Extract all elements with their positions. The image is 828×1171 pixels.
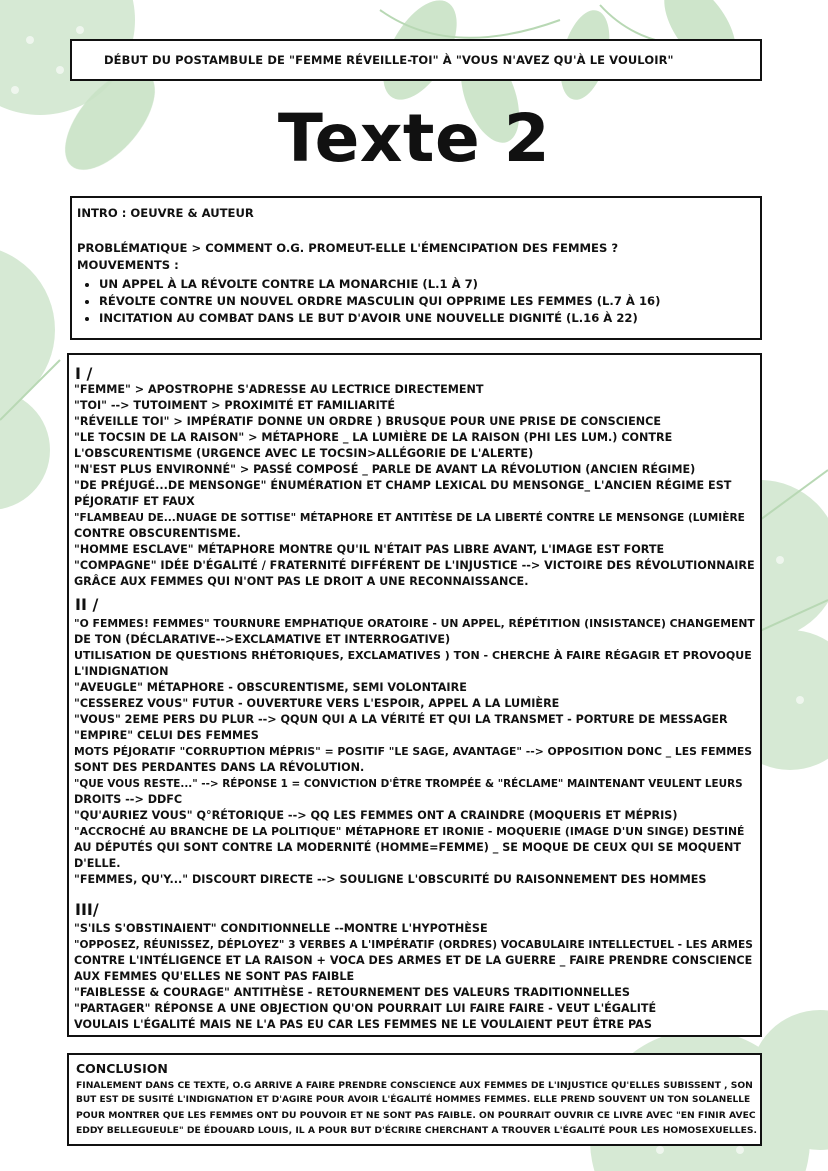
analysis-line: "EMPIRE" CELUI DES FEMMES (74, 729, 259, 742)
analysis-line: "FLAMBEAU DE...NUAGE DE SOTTISE" MÉTAPHORE ET ANTITÈSE DE LA LIBERTÉ CONTRE LE MENSONGE (LUMIÈRE (74, 512, 745, 524)
analysis-line: "OPPOSEZ, RÉUNISSEZ, DÉPLOYEZ" 3 VERBES A L'IMPÉRATIF (ORDRES) VOCABULAIRE INTELLECTUEL - LES ARMES (74, 939, 753, 951)
analysis-line: D'ELLE. (74, 857, 121, 870)
list-item: • INCITATION AU COMBAT DANS LE BUT D'AVOIR UNE NOUVELLE DIGNITÉ (L.16 À 22) (99, 310, 660, 327)
section-heading: I / (75, 364, 93, 383)
analysis-line: "CESSEREZ VOUS" FUTUR - OUVERTURE VERS L'ESPOIR, APPEL A LA LUMIÈRE (74, 697, 560, 710)
analysis-line: L'OBSCURENTISME (URGENCE AVEC LE TOCSIN>ALLÉGORIE DE L'ALERTE) (74, 447, 534, 460)
conclusion-title: CONCLUSION (76, 1061, 168, 1076)
list-item: • RÉVOLTE CONTRE UN NOUVEL ORDRE MASCULIN QUI OPPRIME LES FEMMES (L.7 À 16) (99, 293, 660, 310)
analysis-line: L'INDIGNATION (74, 665, 169, 678)
analysis-line: "TOI" --> TUTOIMENT > PROXIMITÉ ET FAMILIARITÉ (74, 399, 396, 412)
analysis-line: GRÂCE AUX FEMMES QUI N'ONT PAS LE DROIT A UNE RECONNAISSANCE. (74, 575, 529, 588)
analysis-line: DE TON (DÉCLARATIVE-->EXCLAMATIVE ET INTERROGATIVE) (74, 633, 451, 646)
mouvements-list (77, 276, 660, 327)
analysis-line: "S'ILS S'OBSTINAIENT" CONDITIONNELLE --MONTRE L'HYPOTHÈSE (74, 922, 488, 935)
page-title: Texte 2 (277, 100, 551, 177)
section-heading: III/ (75, 900, 99, 919)
conclusion-box (67, 1053, 762, 1146)
list-item: • UN APPEL À LA RÉVOLTE CONTRE LA MONARCHIE (L.1 À 7) (99, 276, 660, 293)
conclusion-line: FINALEMENT DANS CE TEXTE, O.G ARRIVE A FAIRE PRENDRE CONSCIENCE AUX FEMMES DE L'INJUSTICE QU'ELLES SUBISSENT , SON (76, 1080, 753, 1091)
analysis-line: "HOMME ESCLAVE" MÉTAPHORE MONTRE QU'IL N'ÉTAIT PAS LIBRE AVANT, L'IMAGE EST FORTE (74, 543, 665, 556)
header-box (70, 39, 762, 81)
analysis-line: "N'EST PLUS ENVIRONNÉ" > PASSÉ COMPOSÉ _ PARLE DE AVANT LA RÉVOLUTION (ANCIEN RÉGIME) (74, 463, 696, 476)
analysis-box (67, 353, 762, 1037)
intro-problematique: PROBLÉMATIQUE > COMMENT O.G. PROMEUT-ELLE L'ÉMENCIPATION DES FEMMES ? (77, 241, 619, 255)
analysis-line: "ACCROCHÉ AU BRANCHE DE LA POLITIQUE" MÉTAPHORE ET IRONIE - MOQUERIE (IMAGE D'UN SINGE) DESTINÉ (74, 825, 745, 838)
analysis-line: VOULAIS L'ÉGALITÉ MAIS NE L'A PAS EU CAR LES FEMMES NE LE VOULAIENT PEUT ÊTRE PAS (74, 1018, 652, 1031)
analysis-line: "QUE VOUS RESTE..." --> RÉPONSE 1 = CONVICTION D'ÊTRE TROMPÉE & "RÉCLAME" MAINTENANT VEULENT LEURS (74, 778, 743, 790)
analysis-line: AUX FEMMES QU'ELLES NE SONT PAS FAIBLE (74, 970, 355, 983)
analysis-line: "FAIBLESSE & COURAGE" ANTITHÈSE - RETOURNEMENT DES VALEURS TRADITIONNELLES (74, 986, 630, 999)
analysis-line: DROITS --> DDFC (74, 793, 183, 806)
analysis-line: "DE PRÉJUGÉ...DE MENSONGE" ÉNUMÉRATION ET CHAMP LEXICAL DU MENSONGE_ L'ANCIEN RÉGIME EST (74, 479, 732, 492)
analysis-line: "COMPAGNE" IDÉE D'ÉGALITÉ / FRATERNITÉ DIFFÉRENT DE L'INJUSTICE --> VICTOIRE DES RÉVOLUTIONNAIRE (74, 559, 755, 572)
analysis-line: "VOUS" 2EME PERS DU PLUR --> QQUN QUI A LA VÉRITÉ ET QUI LA TRANSMET - PORTURE DE MESSAGER (74, 713, 728, 726)
header-text: DÉBUT DU POSTAMBULE DE "FEMME RÉVEILLE-TOI" À "VOUS N'AVEZ QU'À LE VOULOIR" (104, 53, 674, 67)
analysis-line: "FEMMES, QU'Y..." DISCOURT DIRECTE --> SOULIGNE L'OBSCURITÉ DU RAISONNEMENT DES HOMMES (74, 873, 707, 886)
intro-mouvements-label: MOUVEMENTS : (77, 258, 179, 272)
analysis-line: "LE TOCSIN DE LA RAISON" > MÉTAPHORE _ LA LUMIÈRE DE LA RAISON (PHI LES LUM.) CONTRE (74, 431, 673, 444)
conclusion-line: BUT EST DE SUSITÉ L'INDIGNATION ET D'AGIRE POUR AVOIR L'ÉGALITÉ HOMMES FEMMES. ELLE PREND SOUVENT UN TON SOLANELLE (76, 1095, 751, 1105)
conclusion-line: EDDY BELLEGUEULE" DE ÉDOUARD LOUIS, IL A POUR BUT D'ÉCRIRE CHERCHANT A TROUVER L'ÉGALITÉ POUR LES HOMOSEXUELLES. (76, 1125, 757, 1136)
analysis-line: "PARTAGER" RÉPONSE A UNE OBJECTION QU'ON POURRAIT LUI FAIRE FAIRE - VEUT L'ÉGALITÉ (74, 1002, 657, 1015)
analysis-line: SONT DES PERDANTES DANS LA RÉVOLUTION. (74, 761, 365, 774)
conclusion-line: POUR MONTRER QUE LES FEMMES ONT DU POUVOIR ET NE SONT PAS FAIBLE. ON POURRAIT OUVRIR CE LIVRE AVEC "EN FINIR AVEC (76, 1110, 756, 1121)
analysis-line: PÉJORATIF ET FAUX (74, 495, 195, 508)
analysis-line: CONTRE L'INTÉLIGENCE ET LA RAISON + VOCA DES ARMES ET DE LA GUERRE _ FAIRE PRENDRE CONSCIENCE (74, 954, 753, 967)
analysis-line: AU DÉPUTÉS QUI SONT CONTRE LA MODERNITÉ (HOMME=FEMME) _ SE MOQUE DE CEUX QUI SE MOQUENT (74, 841, 741, 854)
intro-box (70, 196, 762, 340)
section-heading: II / (75, 595, 99, 614)
analysis-line: CONTRE OBSCURENTISME. (74, 527, 241, 540)
analysis-line: "RÉVEILLE TOI" > IMPÉRATIF DONNE UN ORDRE ) BRUSQUE POUR UNE PRISE DE CONSCIENCE (74, 415, 661, 428)
analysis-line: "FEMME" > APOSTROPHE S'ADRESSE AU LECTRICE DIRECTEMENT (74, 383, 484, 396)
analysis-line: "O FEMMES! FEMMES" TOURNURE EMPHATIQUE ORATOIRE - UN APPEL, RÉPÉTITION (INSISTANCE) CHANGEMENT (74, 617, 755, 630)
intro-oeuvre: INTRO : OEUVRE & AUTEUR (77, 206, 254, 220)
analysis-line: MOTS PÉJORATIF "CORRUPTION MÉPRIS" = POSITIF "LE SAGE, AVANTAGE" --> OPPOSITION DONC _ LES FEMMES (74, 745, 753, 758)
analysis-line: UTILISATION DE QUESTIONS RHÉTORIQUES, EXCLAMATIVES ) TON - CHERCHE À FAIRE RÉGAGIR ET PROVOQUE (74, 649, 752, 662)
analysis-line: "QU'AURIEZ VOUS" Q°RÉTORIQUE --> QQ LES FEMMES ONT A CRAINDRE (MOQUERIS ET MÉPRIS) (74, 809, 678, 822)
analysis-line: "AVEUGLE" MÉTAPHORE - OBSCURENTISME, SEMI VOLONTAIRE (74, 681, 467, 694)
